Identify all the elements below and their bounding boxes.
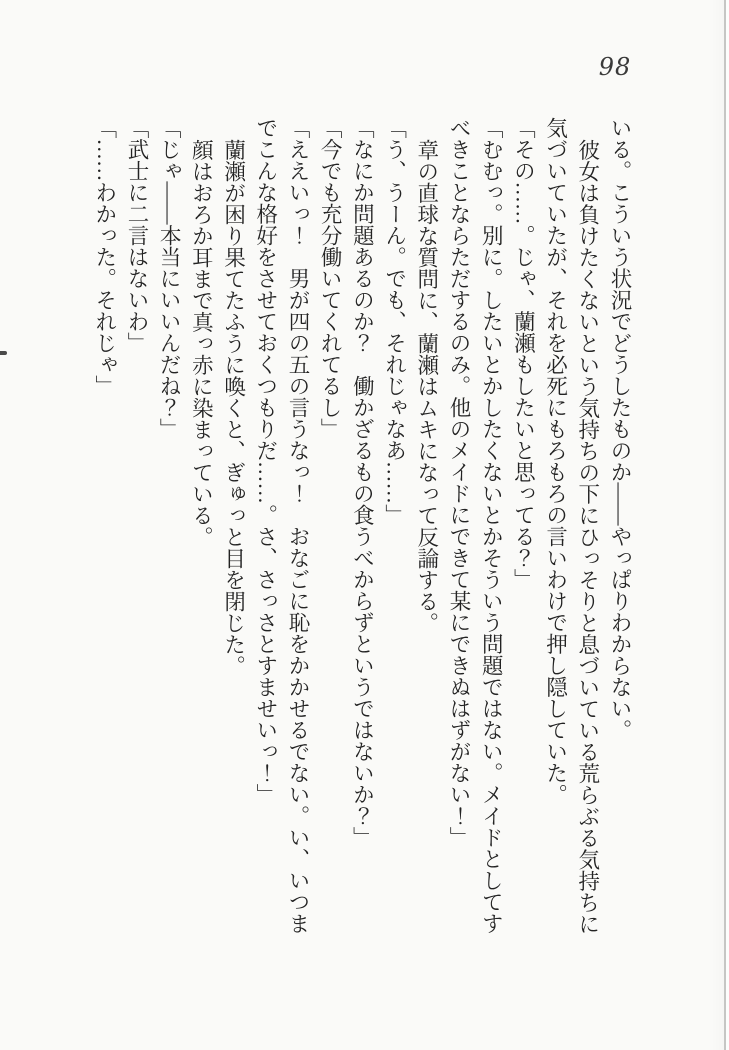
paragraph: 蘭瀬が困り果てたふうに喚くと、ぎゅっと目を閉じた。 [221,138,246,676]
paragraph: 「う、うーん。でも、それじゃなあ……」 [382,117,407,526]
paragraph: 「ええいっ！ 男が四の五の言うなっ！ おなごに恥をかかせるでない。い、いつまでこんな格好をさせておくつもりだ……。さ、さっさとすませいっ！」 [253,117,310,934]
paragraph: 「武士に二言はないわ」 [124,117,149,354]
paragraph: 章の直球な質問に、蘭瀬はムキになって反論する。 [414,138,439,633]
body-text [89,117,636,936]
paragraph: 「じゃ――本当にいいんだね？」 [157,117,182,440]
paragraph: 「……わかった。それじゃ」 [92,117,117,397]
paragraph: 彼女は負けたくないという気持ちの下にひっそりと息づいている荒らぶる気持ちに気づいていたが、それを必死にもろもろの言いわけで押し隠していた。 [543,117,600,934]
paragraph: 「今でも充分働いてくれてるし」 [318,117,343,440]
page-number: 98 [598,53,632,81]
scan-artifact-mark [0,351,7,355]
paragraph: いる。こういう状況でどうしたものか――やっぱりわからない。 [608,117,632,741]
paragraph: 顔はおろか耳まで真っ赤に染まっている。 [189,138,214,547]
page-edge-line [724,0,726,1050]
paragraph: 「むむっ。別に。したいとかしたくないとかそういう問題ではない。メイドとしてすべきことならただするのみ。他のメイドにできて某にできぬはずがない！」 [446,117,504,934]
paragraph: 「なにか問題あるのか？ 働かざるもの食うべからずというではないか？」 [350,117,375,848]
paragraph: 「その……。じゃ、蘭瀬もしたいと思ってる？」 [511,117,536,590]
